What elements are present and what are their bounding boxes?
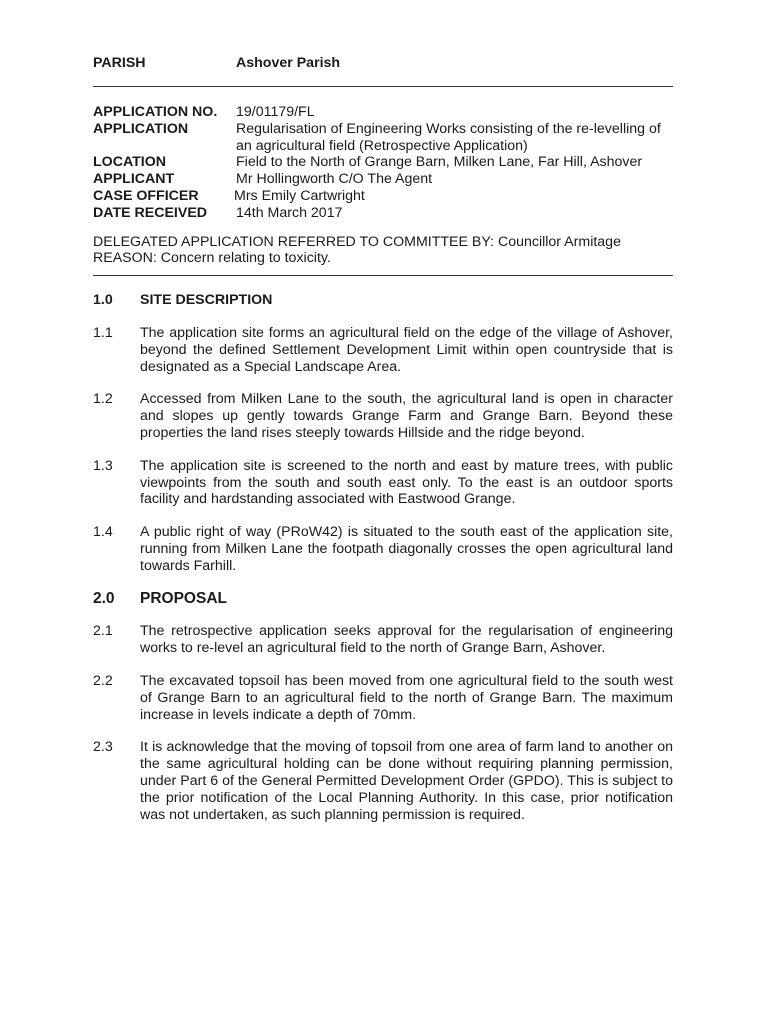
detail-value: 14th March 2017 [236,204,343,221]
paragraph [93,391,673,441]
paragraph-text: The excavated topsoil has been moved from one agricultural field to the south west of Grange Barn to an agricultural field to the north of Grange Barn. The maximum increase in levels indicate a depth of 70mm. [140,672,673,723]
detail-row-location [93,154,673,171]
detail-label: APPLICANT [93,171,175,188]
paragraph-number: 1.1 [93,324,113,341]
section-heading-proposal [93,591,673,608]
detail-value: Regularisation of Engineering Works consisting of the re-levelling of an agricultural field (Retrospective Application) [236,120,661,154]
delegation-note [93,234,673,268]
paragraph [93,458,673,508]
detail-label: APPLICATION [93,120,189,137]
paragraph [93,524,673,574]
detail-row-application-no [93,104,673,121]
paragraph-number: 2.1 [93,623,113,640]
section-number: 2.0 [93,589,115,607]
detail-row-case-officer [93,188,673,205]
detail-label: CASE OFFICER [93,187,199,204]
report-page [93,55,673,823]
detail-value: Field to the North of Grange Barn, Milken Lane, Far Hill, Ashover [236,154,643,171]
paragraph-number: 1.3 [93,457,113,474]
parish-row [93,55,673,73]
paragraph-text: It is acknowledge that the moving of topsoil from one area of farm land to another on the same agricultural holding can be done without requiring planning permission, under Part 6 of the General Permitted Development Order (GPDO). This is subject to the prior notification of the Local Planning Authority. In this case, prior notification was not undertaken, as such planning permission is required. [140,739,673,823]
parish-value: Ashover Parish [236,55,341,71]
detail-label: APPLICATION NO. [93,104,218,120]
application-details [93,104,673,222]
paragraph-number: 1.2 [93,391,113,408]
paragraph-text: Accessed from Milken Lane to the south, the agricultural land is open in character and slopes up gently towards Grange Farm and Grange Barn. Beyond these properties the land rises steeply towards Hillside and the ridge beyond. [140,391,673,441]
paragraph-text: The application site is screened to the north and east by mature trees, with public viewpoints from the south and south east only. To the east is an outdoor sports facility and hardstanding associated with Eastwood Grange. [140,457,673,508]
paragraph-text: The application site forms an agricultural field on the edge of the village of Ashover, beyond the defined Settlement Development Limit within open countryside that is designated as a Special Landscape Area. [140,324,673,375]
parish-label: PARISH [93,55,146,71]
delegation-line: DELEGATED APPLICATION REFERRED TO COMMITTEE BY: Councillor Armitage [93,233,621,250]
section-title: PROPOSAL [140,589,227,607]
detail-row-application [93,121,673,155]
paragraph [93,623,673,657]
divider [93,86,673,87]
paragraph-number: 2.2 [93,672,113,689]
paragraph-text: The retrospective application seeks approval for the regularisation of engineering works to re-level an agricultural field to the north of Grange Barn, Ashover. [140,623,673,657]
paragraph-text: A public right of way (PRoW42) is situated to the south east of the application site, running from Milken Lane the footpath diagonally crosses the open agricultural land towards Farhill. [140,524,673,574]
section-number: 1.0 [93,292,113,309]
section-title: SITE DESCRIPTION [140,292,273,309]
detail-value: Mrs Emily Cartwright [234,187,365,204]
paragraph-number: 1.4 [93,524,113,541]
paragraph [93,673,673,723]
detail-row-applicant [93,171,673,188]
detail-label: DATE RECEIVED [93,204,208,221]
section-heading-site-description [93,292,673,309]
paragraph-number: 2.3 [93,739,113,756]
paragraph [93,325,673,375]
detail-value: 19/01179/FL [236,104,315,120]
detail-value: Mr Hollingworth C/O The Agent [236,171,433,188]
detail-row-date-received [93,205,673,222]
divider [93,275,673,276]
detail-label: LOCATION [93,154,167,171]
reason-line: REASON: Concern relating to toxicity. [93,250,331,267]
paragraph [93,739,673,823]
